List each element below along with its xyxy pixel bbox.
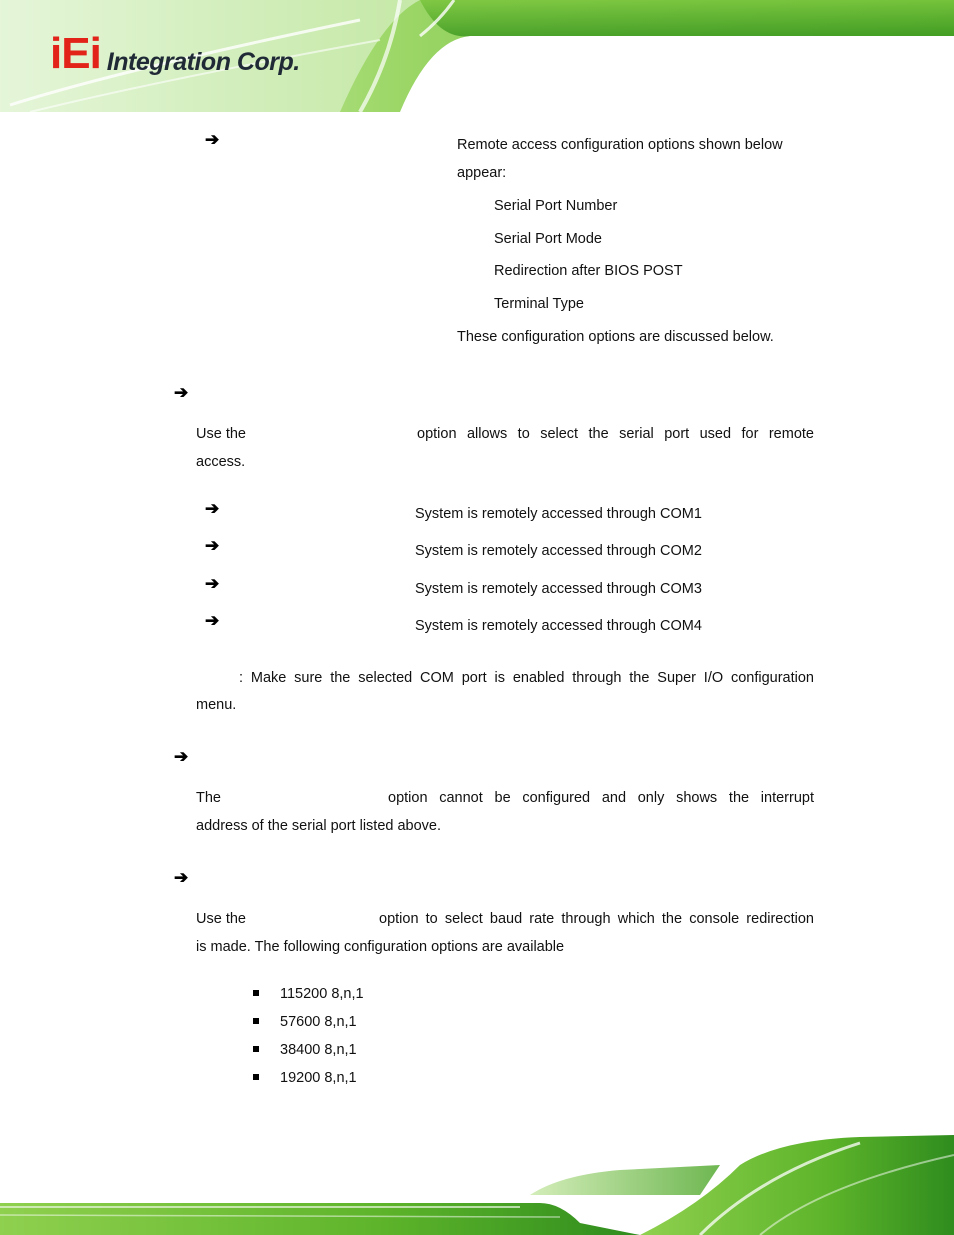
- arrow-icon: ➔: [205, 130, 220, 149]
- arrow-icon: ➔: [205, 499, 220, 518]
- com-option-description: System is remotely accessed through COM3: [415, 581, 702, 597]
- enabled-item: Redirection after BIOS POST: [494, 263, 683, 279]
- enabled-item: Terminal Type: [494, 296, 584, 312]
- baud-rate-item: 115200 8,n,1: [280, 986, 364, 1002]
- baud-rate-item: 19200 8,n,1: [280, 1070, 357, 1086]
- arrow-icon: ➔: [174, 868, 189, 887]
- base-description-line2: address of the serial port listed above.: [196, 818, 442, 834]
- baud-rate-item: 57600 8,n,1: [280, 1014, 357, 1030]
- spn-description-line2: access.: [196, 454, 246, 470]
- arrow-icon: ➔: [205, 611, 220, 630]
- footer-banner: [0, 1135, 954, 1235]
- spn-description: option allows to select the serial port used for remote: [417, 426, 814, 442]
- spm-use-the: Use the: [196, 911, 246, 927]
- company-logo: [50, 28, 300, 76]
- bullet-square-icon: [253, 990, 259, 996]
- baud-rate-item: 38400 8,n,1: [280, 1042, 357, 1058]
- arrow-icon: ➔: [174, 747, 189, 766]
- com-option-description: System is remotely accessed through COM4: [415, 618, 702, 634]
- enabled-item: Serial Port Number: [494, 198, 618, 214]
- bullet-square-icon: [253, 1046, 259, 1052]
- base-description: option cannot be configured and only shows the interrupt: [388, 790, 814, 806]
- enabled-description-line2: appear:: [457, 165, 507, 181]
- bullet-square-icon: [253, 1018, 259, 1024]
- base-the: The: [196, 790, 221, 806]
- logo-text: Integration Corp.: [106, 47, 300, 76]
- com-option-description: System is remotely accessed through COM2: [415, 543, 702, 559]
- spm-description: option to select baud rate through which the console redirection: [379, 911, 814, 927]
- spn-use-the: Use the: [196, 426, 246, 442]
- bullet-square-icon: [253, 1074, 259, 1080]
- enabled-description-line1: Remote access configuration options shown below: [457, 137, 783, 153]
- com-option-description: System is remotely accessed through COM1: [415, 506, 702, 522]
- enabled-item: Serial Port Mode: [494, 231, 602, 247]
- logo-mark: iEi: [50, 29, 101, 78]
- enabled-closing: These configuration options are discussed below.: [457, 329, 774, 345]
- arrow-icon: ➔: [205, 536, 220, 555]
- arrow-icon: ➔: [174, 383, 189, 402]
- arrow-icon: ➔: [205, 574, 220, 593]
- spm-description-line2: is made. The following configuration options are available: [196, 939, 565, 955]
- note-text: : Make sure the selected COM port is enabled through the Super I/O configuration: [239, 670, 814, 686]
- note-text-line2: menu.: [196, 697, 237, 713]
